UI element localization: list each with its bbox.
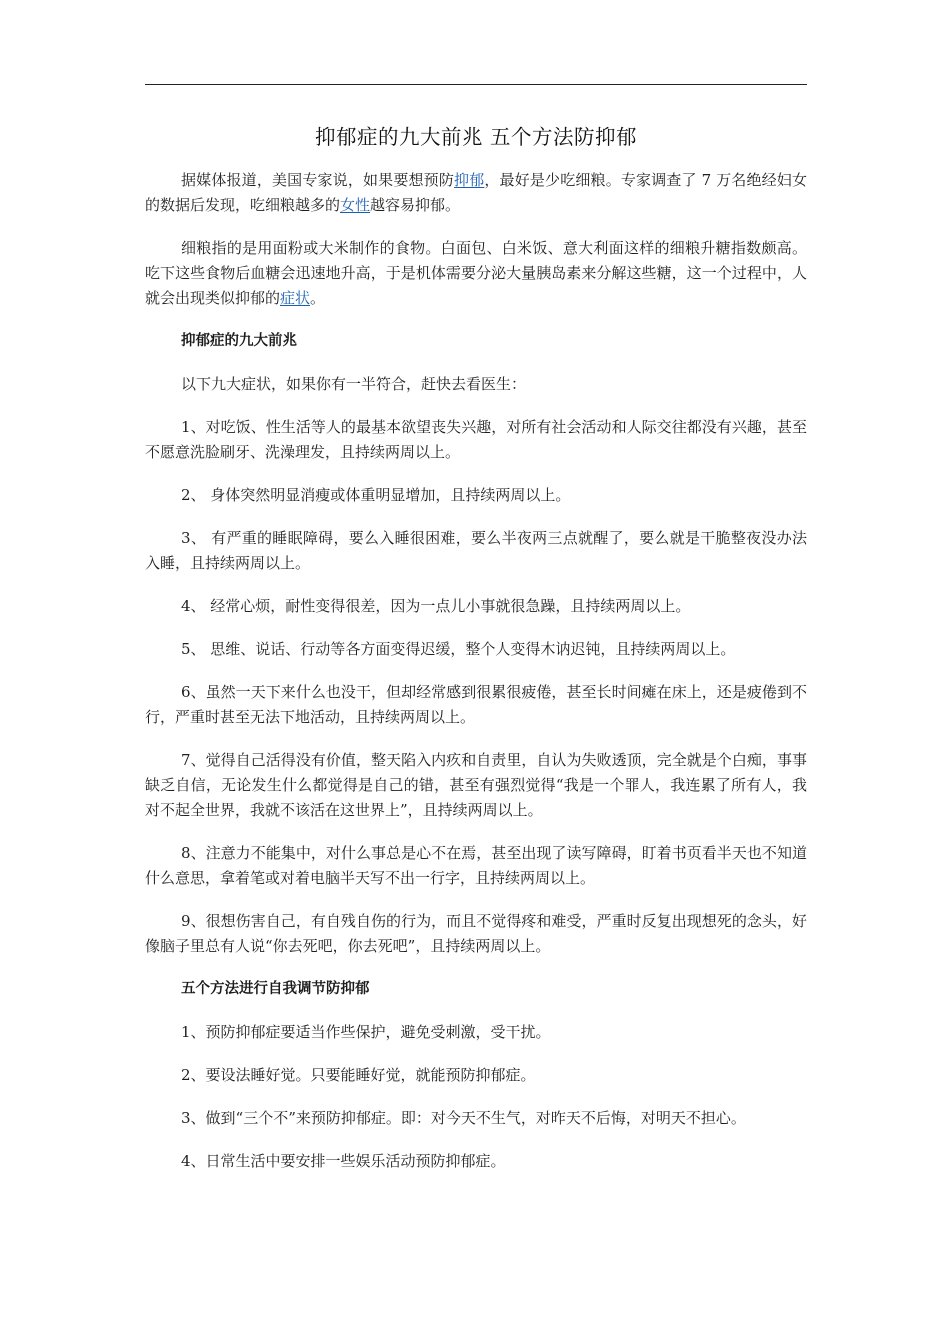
sign-item: 7、觉得自己活得没有价值，整天陷入内疚和自责里，自认为失败透顶，完全就是个白痴，事事缺乏自信，无论发生什么都觉得是自己的错，甚至有强烈觉得“我是一个罪人，我连累了所有人，我对不起全世界，我就不该活在这世界上”，且持续两周以上。 [145,751,807,819]
sign-item: 5、 思维、说话、行动等各方面变得迟缓，整个人变得木讷迟钝，且持续两周以上。 [181,640,736,658]
intro-paragraph-2: 细粮指的是用面粉或大米制作的食物。白面包、白米饭、意大利面这样的细粮升糖指数颇高。吃下这些食物后血糖会迅速地升高，于是机体需要分泌大量胰岛素来分解这些糖，这一个过程中，人就会出现类似抑郁的症状。 [145,239,807,307]
header-rule [145,84,807,85]
method-item: 3、做到“三个不”来预防抑郁症。即：对今天不生气，对昨天不后悔，对明天不担心。 [181,1109,746,1127]
sign-item: 6、虽然一天下来什么也没干，但却经常感到很累很疲倦，甚至长时间瘫在床上，还是疲倦到不行，严重时甚至无法下地活动，且持续两周以上。 [145,683,807,726]
section-heading-five-methods: 五个方法进行自我调节防抑郁 [181,981,370,997]
method-item: 1、预防抑郁症要适当作些保护，避免受刺激，受干扰。 [181,1023,551,1041]
link-women[interactable]: 女性 [340,196,371,214]
section1-lead: 以下九大症状，如果你有一半符合，赶快去看医生： [181,375,527,393]
link-symptoms[interactable]: 症状 [280,289,311,307]
section-heading-nine-signs: 抑郁症的九大前兆 [181,333,297,349]
document-title: 抑郁症的九大前兆 五个方法防抑郁 [314,125,637,149]
method-item: 2、要设法睡好觉。只要能睡好觉，就能预防抑郁症。 [181,1066,536,1084]
sign-item: 1、对吃饭、性生活等人的最基本欲望丧失兴趣，对所有社会活动和人际交往都没有兴趣，甚至不愿意洗脸刷牙、洗澡理发，且持续两周以上。 [145,418,807,461]
sign-item: 8、注意力不能集中，对什么事总是心不在焉，甚至出现了读写障碍，盯着书页看半天也不知道什么意思，拿着笔或对着电脑半天写不出一行字，且持续两周以上。 [145,844,807,887]
sign-item: 9、很想伤害自己，有自残自伤的行为，而且不觉得疼和难受，严重时反复出现想死的念头，好像脑子里总有人说“你去死吧，你去死吧”，且持续两周以上。 [145,912,807,955]
method-item: 4、日常生活中要安排一些娱乐活动预防抑郁症。 [181,1152,506,1170]
document-body [145,168,807,1192]
sign-item: 2、 身体突然明显消瘦或体重明显增加，且持续两周以上。 [181,486,571,504]
intro-paragraph-1: 据媒体报道，美国专家说，如果要想预防抑郁，最好是少吃细粮。专家调查了 7 万名绝经妇女的数据后发现，吃细粮越多的女性越容易抑郁。 [145,171,807,214]
sign-item: 4、 经常心烦，耐性变得很差，因为一点儿小事就很急躁，且持续两周以上。 [181,597,691,615]
link-depression[interactable]: 抑郁 [454,171,485,189]
sign-item: 3、 有严重的睡眠障碍，要么入睡很困难，要么半夜两三点就醒了，要么就是干脆整夜没办法入睡，且持续两周以上。 [145,529,807,572]
